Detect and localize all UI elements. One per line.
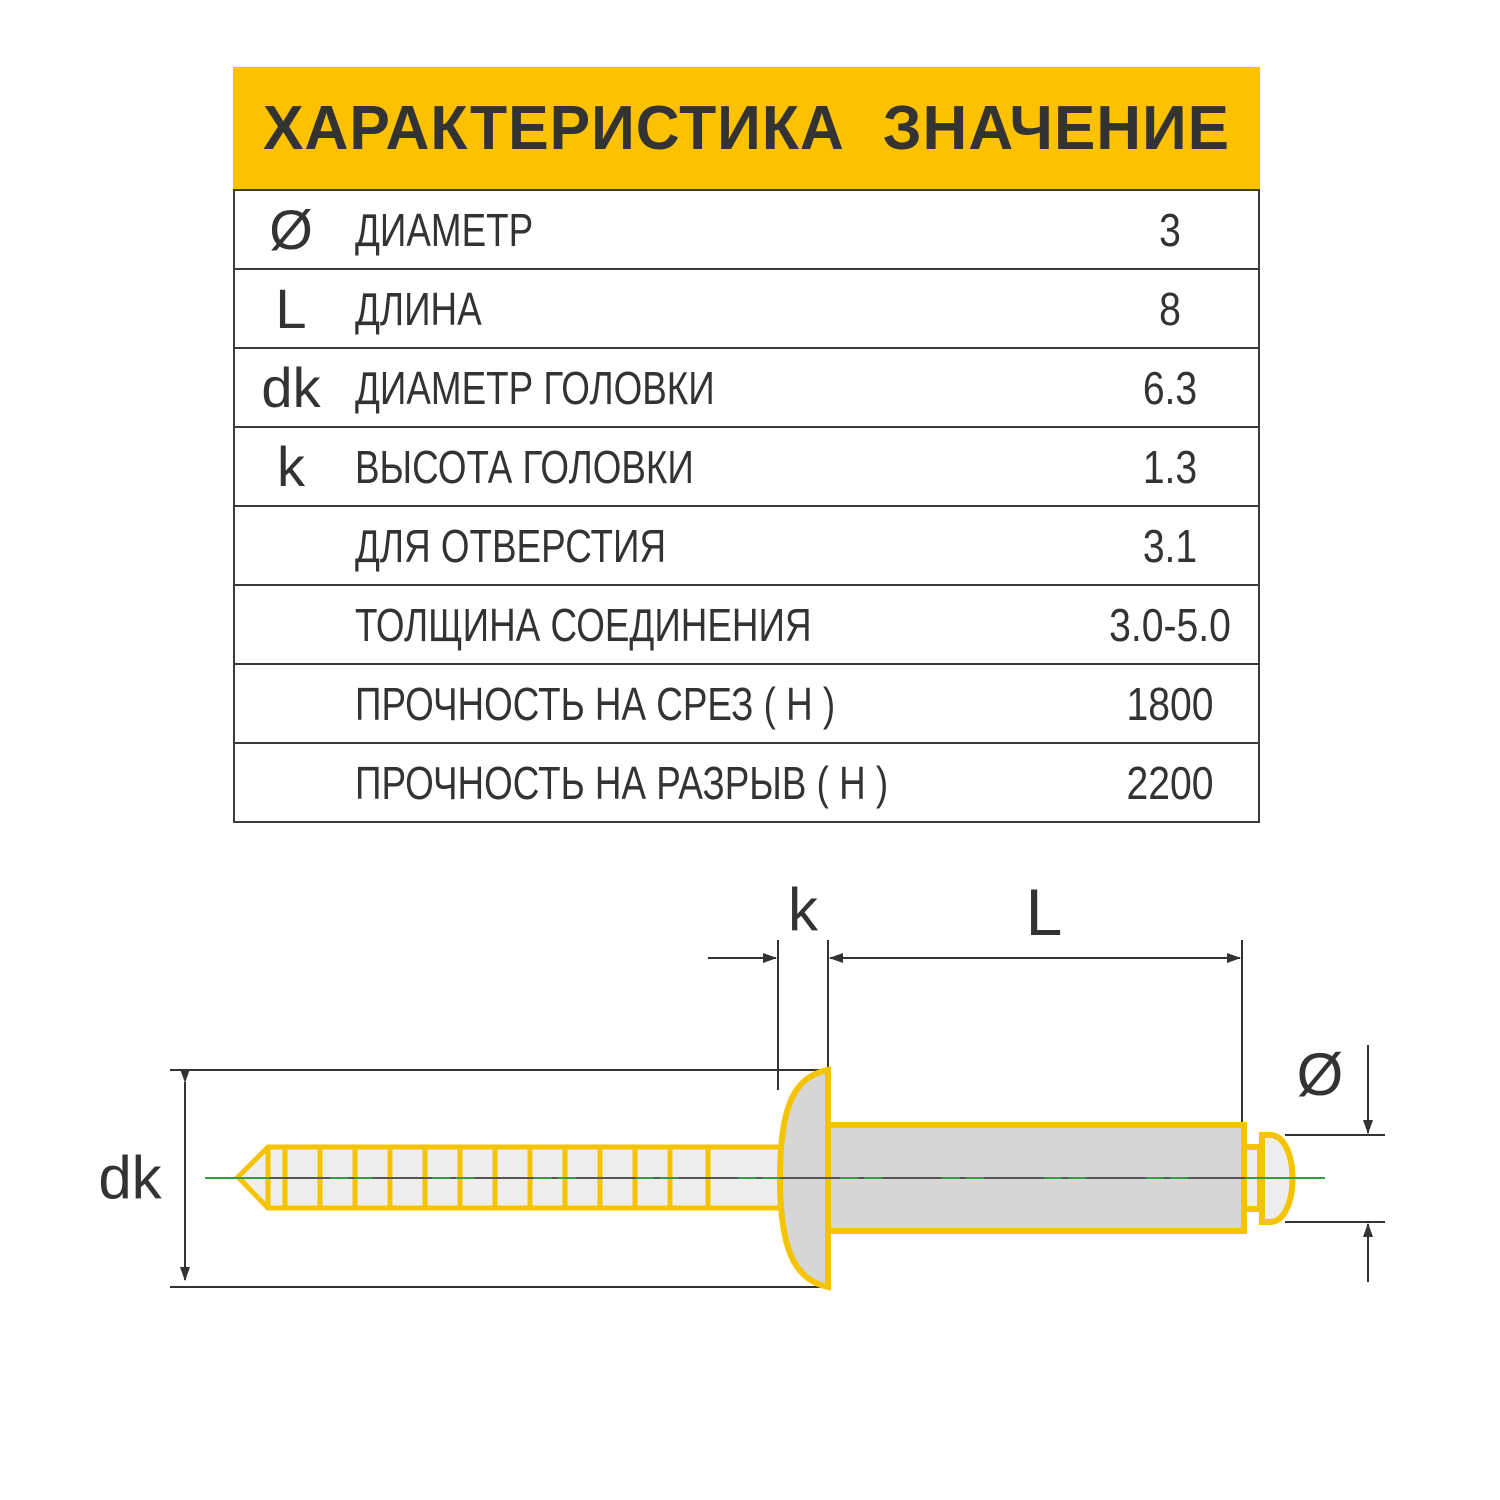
row-value: 8 xyxy=(1159,282,1181,335)
row-symbol: k xyxy=(277,435,305,498)
row-value: 6.3 xyxy=(1142,361,1198,414)
row-label: ПРОЧНОСТЬ НА СРЕЗ ( Н ) xyxy=(355,677,836,730)
row-label: ДИАМЕТР ГОЛОВКИ xyxy=(355,361,715,414)
row-symbol: dk xyxy=(261,356,321,419)
row-value: 2200 xyxy=(1126,756,1214,809)
row-label: ПРОЧНОСТЬ НА РАЗРЫВ ( Н ) xyxy=(355,756,889,809)
row-label: ДЛИНА xyxy=(355,282,482,335)
row-label: ТОЛЩИНА СОЕДИНЕНИЯ xyxy=(355,598,812,651)
row-value: 1.3 xyxy=(1142,440,1198,493)
row-label: ВЫСОТА ГОЛОВКИ xyxy=(355,440,694,493)
row-value: 3.1 xyxy=(1142,519,1198,572)
header-value: ЗНАЧЕНИЕ xyxy=(882,93,1230,163)
row-label: ДЛЯ ОТВЕРСТИЯ xyxy=(355,519,667,572)
label-l: L xyxy=(1025,875,1063,949)
row-value: 3 xyxy=(1159,203,1181,256)
header-characteristic: ХАРАКТЕРИСТИКА xyxy=(263,93,845,163)
row-label: ДИАМЕТР xyxy=(355,203,534,256)
row-symbol: Ø xyxy=(269,198,313,261)
label-dk: dk xyxy=(98,1144,162,1211)
label-diameter: Ø xyxy=(1296,1041,1344,1108)
row-symbol: L xyxy=(275,277,307,340)
row-value: 1800 xyxy=(1126,677,1214,730)
extension-lines xyxy=(170,940,1385,1287)
label-k: k xyxy=(788,876,818,943)
row-value: 3.0-5.0 xyxy=(1109,598,1231,651)
